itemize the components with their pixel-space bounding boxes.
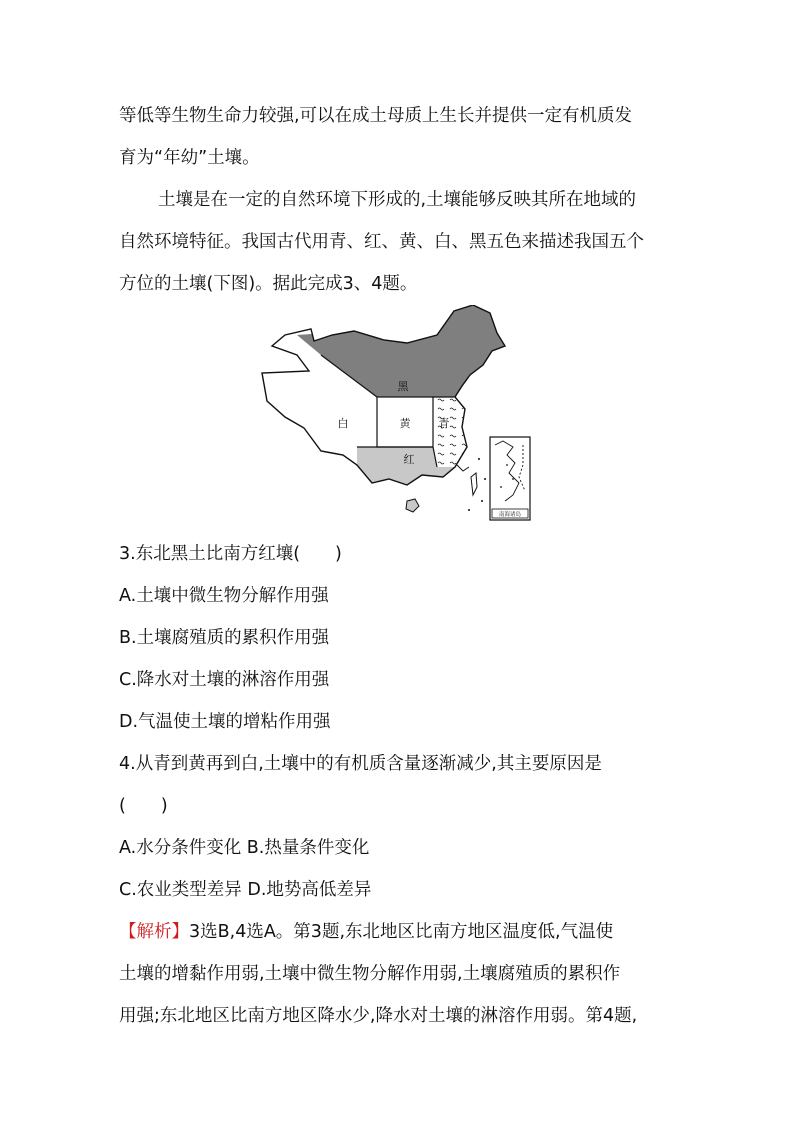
analysis-line-1 [119,920,613,944]
label-white: 白 [337,417,349,430]
passage-line-2: 自然环境特征。我国古代用青、红、黄、白、黑五色来描述我国五个 [119,232,644,252]
coastal-outline [457,465,469,471]
q3-option-b: B.土壤腐殖质的累积作用强 [119,628,330,648]
inset-label: 南海诸岛 [498,512,522,518]
q4-options-cd: C.农业类型差异 D.地势高低差异 [119,880,372,900]
analysis-line-2: 土壤的增黏作用弱,土壤中微生物分解作用弱,土壤腐殖质的累积作 [119,964,621,984]
q3-option-a: A.土壤中微生物分解作用强 [119,586,329,606]
q4-options-ab: A.水分条件变化 B.热量条件变化 [119,838,370,858]
taiwan-island [471,473,477,495]
china-soil-map [257,305,533,523]
label-red: 红 [403,453,415,466]
q4-paren: ( ) [119,796,168,816]
south-china-sea-inset [490,437,530,520]
passage-line-1: 土壤是在一定的自然环境下形成的,土壤能够反映其所在地域的 [158,190,637,210]
intro-line-1: 等低等生物生命力较强,可以在成土母质上生长并提供一定有机质发 [119,106,633,126]
label-cyan: 青 [438,417,450,430]
analysis-tag: 【解析】 [119,922,189,942]
intro-line-2: 育为“年幼”土壤。 [119,148,260,168]
passage-line-3: 方位的土壤(下图)。据此完成3、4题。 [119,274,418,294]
q4-stem: 4.从青到黄再到白,土壤中的有机质含量逐渐减少,其主要原因是 [119,754,602,774]
analysis-text-1: 3选B,4选A。第3题,东北地区比南方地区温度低,气温使 [189,922,614,942]
label-yellow: 黄 [399,417,411,430]
q3-option-d: D.气温使土壤的增粘作用强 [119,712,331,732]
analysis-line-3: 用强;东北地区比南方地区降水少,降水对土壤的淋溶作用弱。第4题, [119,1006,638,1026]
q3-option-c: C.降水对土壤的淋溶作用强 [119,670,330,690]
label-black: 黑 [397,380,409,393]
q3-stem: 3.东北黑土比南方红壤( ) [119,544,342,564]
hainan-island [406,499,419,512]
